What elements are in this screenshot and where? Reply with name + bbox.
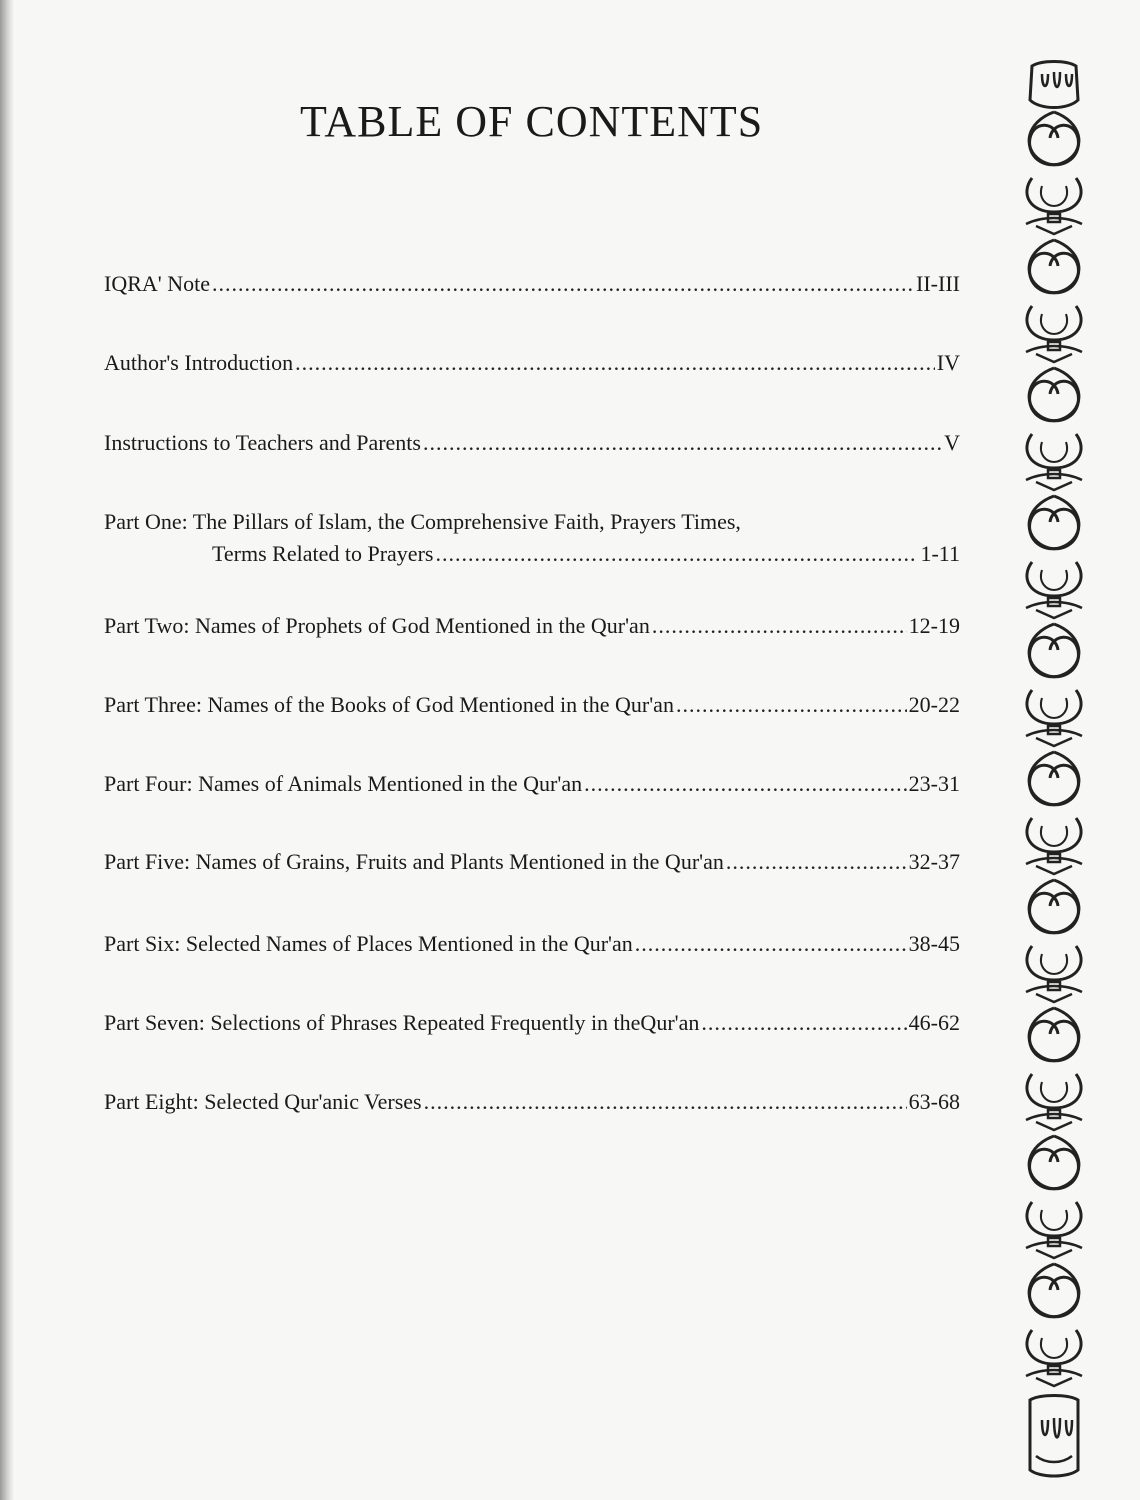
- toc-entry-title: Part Six: Selected Names of Places Mentioned in the Qur'an: [104, 931, 633, 956]
- dot-leader: [652, 610, 907, 642]
- decorative-arabesque-border: [1012, 60, 1096, 1480]
- toc-entry-title: IQRA' Note: [104, 271, 211, 296]
- toc-entry-part-one[interactable]: [104, 506, 960, 570]
- toc-entry-instructions[interactable]: [104, 427, 960, 459]
- toc-page-number: 38-45: [908, 931, 960, 956]
- toc-page-number: 23-31: [908, 771, 960, 796]
- dot-leader: [584, 768, 907, 800]
- toc-entry-title: Part Two: Names of Prophets of God Mentioned in the Qur'an: [104, 613, 650, 638]
- dot-leader: [701, 1007, 906, 1039]
- toc-entry-title: Author's Introduction: [104, 350, 294, 375]
- dot-leader: [295, 347, 935, 379]
- toc-page-number: 46-62: [908, 1010, 960, 1035]
- toc-page-number: 20-22: [908, 692, 960, 717]
- toc-entry-iqra-note[interactable]: [104, 268, 960, 300]
- dot-leader: [676, 689, 907, 721]
- toc-entry-title: Part Seven: Selections of Phrases Repeated Frequently in theQur'an: [104, 1010, 700, 1035]
- toc-entry-authors-introduction[interactable]: [104, 347, 960, 379]
- toc-entry-part-four[interactable]: [104, 768, 960, 800]
- toc-page-number: II-III: [916, 271, 960, 296]
- toc-entry-part-two[interactable]: [104, 610, 960, 642]
- toc-page-number: IV: [936, 350, 960, 375]
- toc-entry-title: Part Three: Names of the Books of God Mentioned in the Qur'an: [104, 692, 674, 717]
- page-title: TABLE OF CONTENTS: [300, 97, 764, 146]
- toc-entry-part-three[interactable]: [104, 689, 960, 721]
- toc-entry-part-six[interactable]: [104, 928, 960, 960]
- toc-page-number: 1-11: [920, 541, 960, 566]
- toc-page-number: 12-19: [908, 613, 960, 638]
- toc-entry-part-seven[interactable]: [104, 1007, 960, 1039]
- dot-leader: [424, 1086, 907, 1118]
- toc-page-number: 32-37: [908, 849, 960, 874]
- toc-entry-title: Part Five: Names of Grains, Fruits and Plants Mentioned in the Qur'an: [104, 849, 724, 874]
- dot-leader: [635, 928, 907, 960]
- toc-entry-part-five[interactable]: [104, 846, 960, 878]
- toc-entry-title-continued: Terms Related to Prayers: [212, 541, 434, 566]
- dot-leader: [435, 538, 918, 570]
- toc-entry-title: Part Four: Names of Animals Mentioned in the Qur'an: [104, 771, 583, 796]
- toc-entry-title: Part One: The Pillars of Islam, the Comprehensive Faith, Prayers Times,: [104, 509, 741, 534]
- dot-leader: [726, 846, 907, 878]
- toc-page-number: 63-68: [908, 1089, 960, 1114]
- dot-leader: [212, 268, 914, 300]
- toc-entry-part-eight[interactable]: [104, 1086, 960, 1118]
- toc-entry-title: Instructions to Teachers and Parents: [104, 430, 421, 455]
- page-spine-shadow: [0, 0, 14, 1500]
- dot-leader: [423, 427, 942, 459]
- toc-page-number: V: [944, 430, 960, 455]
- toc-entry-title: Part Eight: Selected Qur'anic Verses: [104, 1089, 422, 1114]
